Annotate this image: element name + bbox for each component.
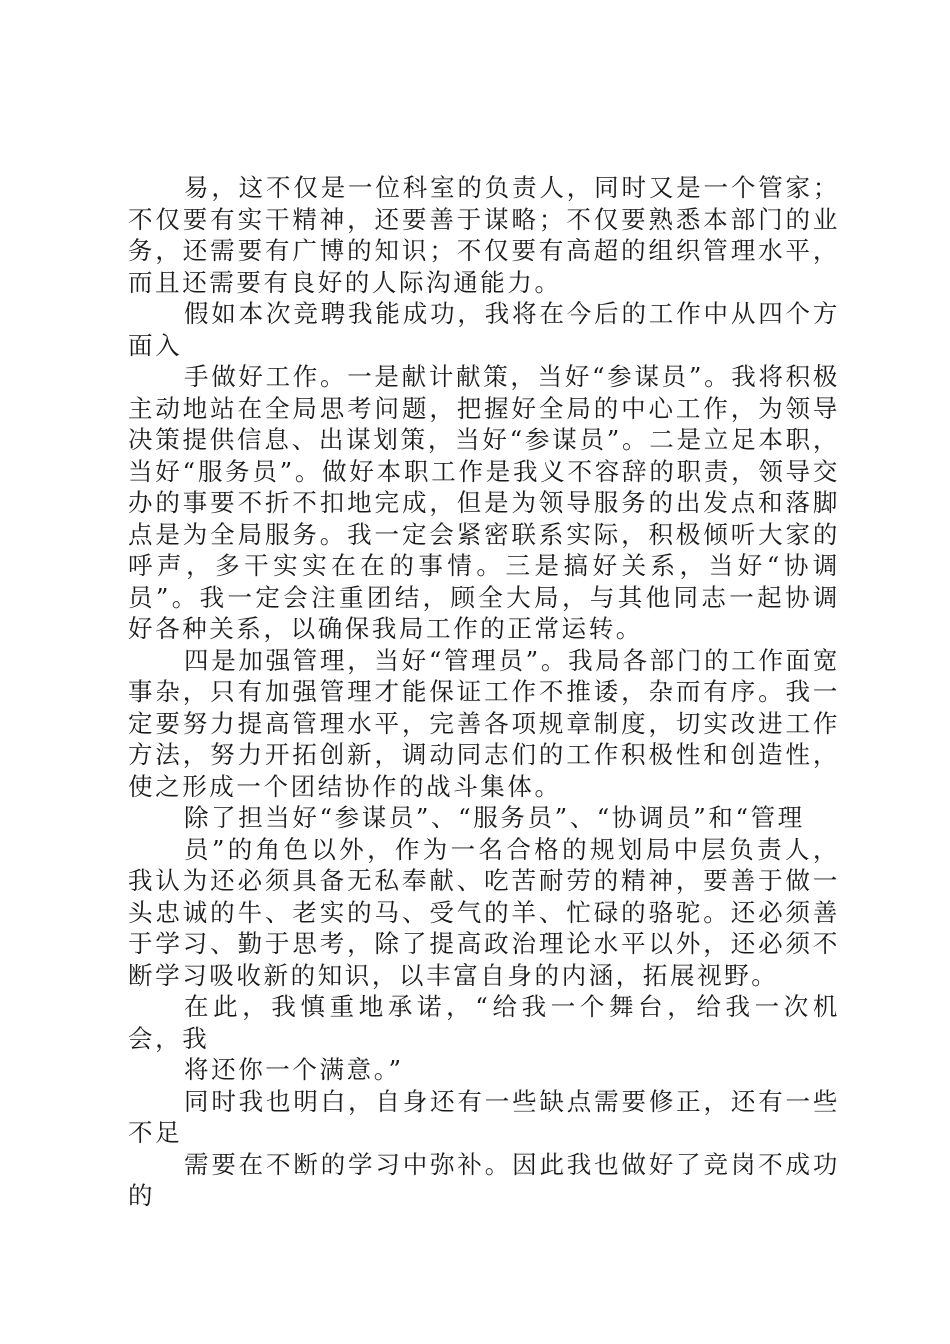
paragraph-10: 需要在不断的学习中弥补。因此我也做好了竞岗不成功的	[128, 1149, 840, 1210]
paragraph-3: 手做好工作。一是献计献策，当好“参谋员”。我将积极主动地站在全局思考问题，把握好全局的中心工作，为领导决策提供信息、出谋划策，当好“参谋员”。二是立足本职，当好“服务员”。做好本职工作是我义不容辞的职责，领导交办的事要不折不扣地完成，但是为领导服务的出发点和落脚点是为全局服务。我一定会紧密联系实际，积极倾听大家的呼声，多干实实在在的事情。三是搞好关系，当好“协调员”。我一定会注重团结，顾全大局，与其他同志一起协调好各种关系，以确保我局工作的正常运转。	[128, 362, 840, 643]
paragraph-1: 易，这不仅是一位科室的负责人，同时又是一个管家；不仅要有实干精神，还要善于谋略；不仅要熟悉本部门的业务，还需要有广博的知识；不仅要有高超的组织管理水平，而且还需要有良好的人际沟通能力。	[128, 173, 840, 297]
document-body	[128, 172, 840, 1212]
paragraph-6: 员”的角色以外，作为一名合格的规划局中层负责人，我认为还必须具备无私奉献、吃苦耐劳的精神，要善于做一头忠诚的牛、老实的马、受气的羊、忙碌的骆驼。还必须善于学习、勤于思考，除了提高政治理论水平以外，还必须不断学习吸收新的知识，以丰富自身的内涵，拓展视野。	[128, 834, 840, 990]
paragraph-9: 同时我也明白，自身还有一些缺点需要修正，还有一些不足	[128, 1086, 840, 1147]
paragraph-7: 在此，我慎重地承诺，“给我一个舞台，给我一次机会，我	[128, 992, 840, 1053]
paragraph-8: 将还你一个满意。”	[184, 1055, 404, 1084]
paragraph-2: 假如本次竞聘我能成功，我将在今后的工作中从四个方面入	[128, 299, 840, 360]
paragraph-4: 四是加强管理，当好“管理员”。我局各部门的工作面宽事杂，只有加强管理才能保证工作不推诿，杂而有序。我一定要努力提高管理水平，完善各项规章制度，切实改进工作方法，努力开拓创新，调动同志们的工作积极性和创造性，使之形成一个团结协作的战斗集体。	[128, 645, 840, 801]
paragraph-5: 除了担当好“参谋员”、“服务员”、“协调员”和“管理	[184, 803, 805, 832]
